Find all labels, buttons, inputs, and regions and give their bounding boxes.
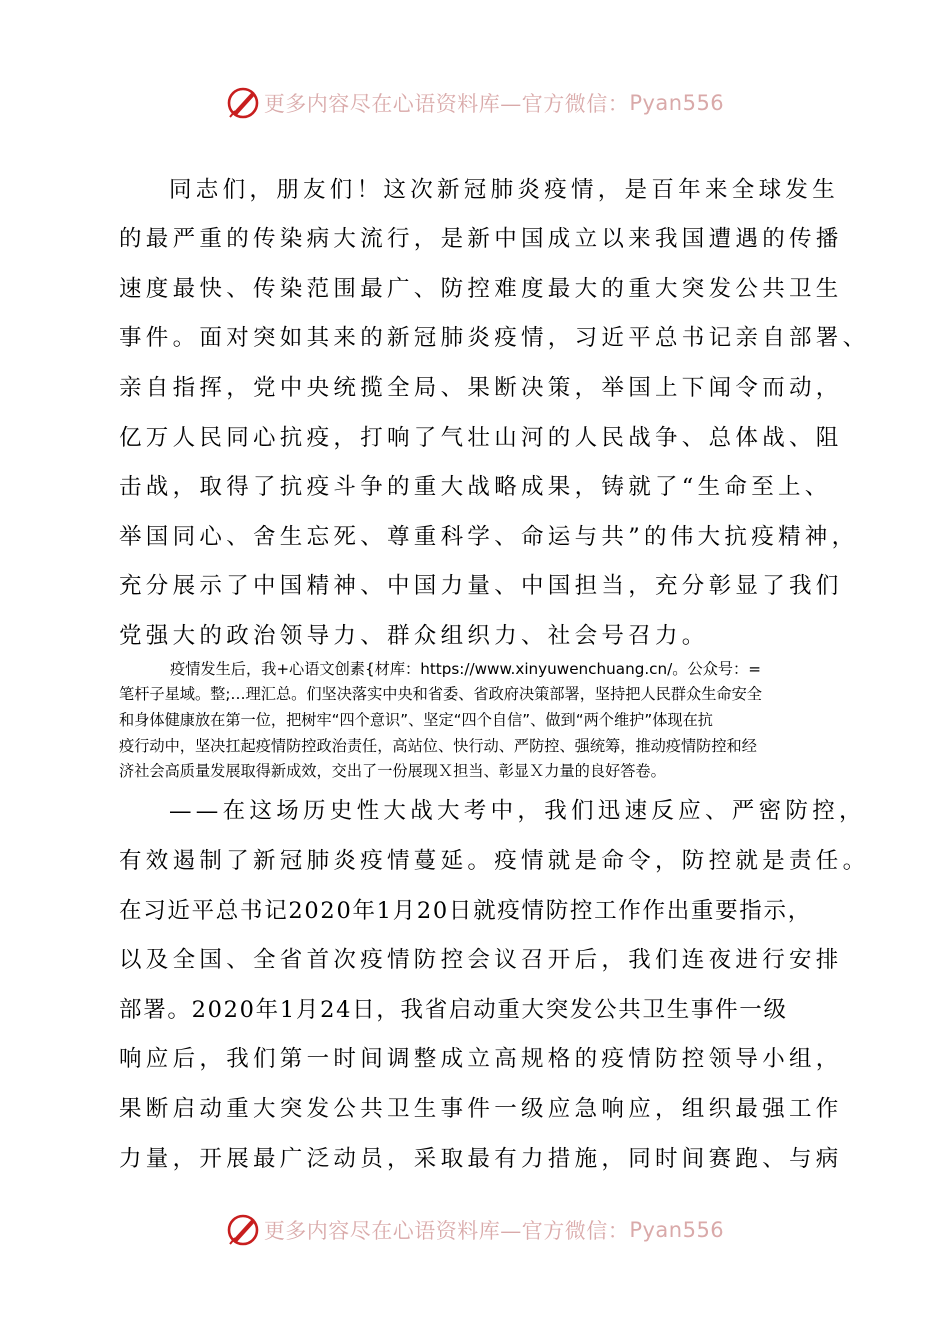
- text-line: 事件。面对突如其来的新冠肺炎疫情，习近平总书记亲自部署、: [119, 325, 870, 351]
- text-line: 以及全国、全省首次疫情防控会议召开后，我们连夜进行安排: [119, 947, 843, 973]
- text-line: 济社会高质量发展取得新成效，交出了一份展现Ｘ担当、彰显Ｘ力量的良好答卷。: [119, 762, 666, 780]
- banner-text: 更多内容尽在心语资料库—官方微信：: [263, 92, 630, 116]
- text-line: 响应后，我们第一时间调整成立高规格的疫情防控领导小组，: [119, 1046, 843, 1072]
- text-line: 亲自指挥，党中央统揽全局、果断决策，举国上下闻令而动，: [119, 375, 843, 401]
- text-line: 举国同心、舍生忘死、尊重科学、命运与共”的伟大抗疫精神，: [119, 524, 859, 550]
- text-line: 笔杆子星域。整;…理汇总。们坚决落实中央和省委、省政府决策部署，坚持把人民群众生命安全: [119, 685, 762, 703]
- header-banner: [0, 83, 950, 123]
- quill-logo-icon: [226, 1213, 260, 1247]
- text-line: 部署。2020年1月24日，我省启动重大突发公共卫生事件一级: [119, 997, 788, 1023]
- banner-wechat-id: Pyan556: [629, 91, 725, 115]
- text-line: 击战，取得了抗疫斗争的重大战略成果，铸就了“生命至上、: [119, 474, 832, 500]
- text-line: 果断启动重大突发公共卫生事件一级应急响应，组织最强工作: [119, 1096, 843, 1122]
- banner-wechat-id: Pyan556: [629, 1218, 725, 1242]
- text-line: 疫行动中，坚决扛起疫情防控政治责任，高站位、快行动、严防控、强统筹，推动疫情防控和经: [119, 737, 757, 755]
- text-line: 亿万人民同心抗疫，打响了气壮山河的人民战争、总体战、阻: [119, 425, 843, 451]
- text-line: 和身体健康放在第一位，把树牢“四个意识”、坚定“四个自信”、做到“两个维护”体现在抗: [119, 711, 713, 729]
- text-line: 速度最快、传染范围最广、防控难度最大的重大突发公共卫生: [119, 276, 843, 302]
- text-line: 的最严重的传染病大流行，是新中国成立以来我国遭遇的传播: [119, 226, 843, 252]
- text-line: 在习近平总书记2020年1月20日就疫情防控工作作出重要指示，: [119, 898, 812, 924]
- text-line: 力量，开展最广泛动员，采取最有力措施，同时间赛跑、与病: [119, 1146, 843, 1172]
- text-line: 充分展示了中国精神、中国力量、中国担当，充分彰显了我们: [119, 573, 843, 599]
- quill-logo-icon: [226, 86, 260, 120]
- text-line: 同志们，朋友们！这次新冠肺炎疫情，是百年来全球发生: [169, 177, 840, 203]
- footer-banner: [0, 1210, 950, 1250]
- text-line: 党强大的政治领导力、群众组织力、社会号召力。: [119, 623, 709, 649]
- banner-text: 更多内容尽在心语资料库—官方微信：: [263, 1219, 630, 1243]
- text-line: 疫情发生后，我+心语文创素{材库：https://www.xinyuwenchuang.cn/。公众号：=: [170, 660, 761, 678]
- text-line: 有效遏制了新冠肺炎疫情蔓延。疫情就是命令，防控就是责任。: [119, 848, 870, 874]
- text-line: ——在这场历史性大战大考中，我们迅速反应、严密防控，: [169, 798, 866, 824]
